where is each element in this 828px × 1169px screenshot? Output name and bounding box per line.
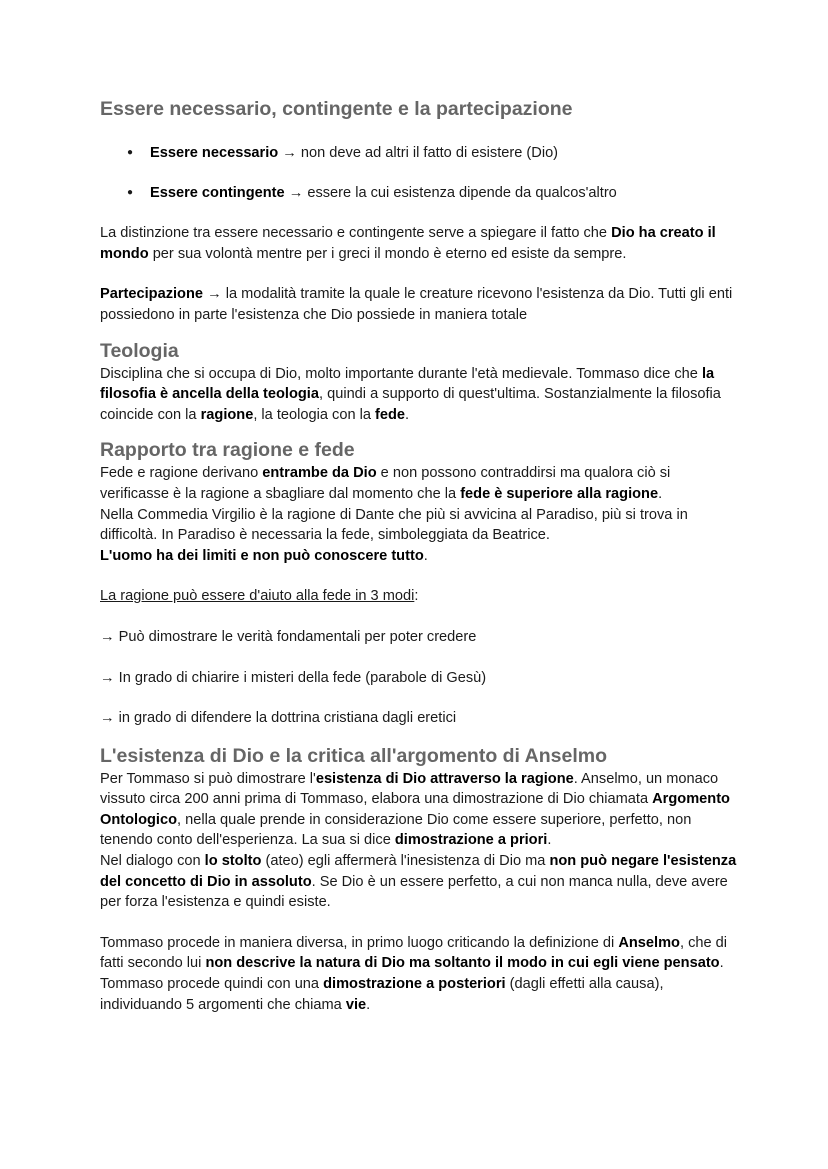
bullet-essere-contingente: ● Essere contingente → essere la cui esistenza dipende da qualcos'altro [100,183,740,204]
heading-teologia: Teologia [100,339,179,362]
modo-item-1: → Può dimostrare le verità fondamentali per poter credere [100,628,477,645]
paragraph-stolto: Nel dialogo con lo stolto (ateo) egli affermerà l'inesistenza di Dio ma non può negare l'esistenza del concetto di Dio in assoluto. Se Dio è un essere perfetto, a cui non manca nulla, deve avere per forza l'esistenza e quindi esiste. [100,853,737,911]
paragraph-anselmo: Per Tommaso si può dimostrare l'esistenza di Dio attraverso la ragione. Anselmo, un monaco vissuto circa 200 anni prima di Tommaso, elabora una dimostrazione di Dio chiamata Argomento Ontologico, nella quale prende in considerazione Dio come essere superiore, perfetto, non tenendo conto dell'esperienza. La sua si dice dimostrazione a priori. [100,770,730,849]
paragraph-tommaso: Tommaso procede in maniera diversa, in primo luogo criticando la definizione di Anselmo, che di fatti secondo lui non descrive la natura di Dio ma soltanto il modo in cui egli viene pensato. Tommaso procede quindi con una dimostrazione a posteriori (dagli effetti alla causa), individuando 5 argomenti che chiama vie. [100,934,728,1013]
modo-item-3: → in grado di difendere la dottrina cristiana dagli eretici [100,710,457,727]
modo-item-2: → In grado di chiarire i misteri della fede (parabole di Gesù) [100,669,487,686]
heading-esistenza-dio: L'esistenza di Dio e la critica all'argomento di Anselmo [100,744,608,767]
heading-essere-necessario: Essere necessario, contingente e la partecipazione [100,98,573,120]
document-content [100,96,740,1015]
paragraph-ragione-fede: Fede e ragione derivano entrambe da Dio e non possono contraddirsi ma qualora ciò si verificasse è la ragione a sbagliare dal momento che la fede è superiore alla ragione. [100,465,671,502]
paragraph-limiti: L'uomo ha dei limiti e non può conoscere tutto. [100,547,428,564]
bullet-essere-necessario: ● Essere necessario → non deve ad altri il fatto di esistere (Dio) [100,143,740,164]
paragraph-commedia: Nella Commedia Virgilio è la ragione di Dante che più si avvicina al Paradiso, più si trova in difficoltà. In Paradiso è necessaria la fede, simboleggiata da Beatrice. [100,506,688,544]
bullet-list [100,143,740,203]
underlined-intro: La ragione può essere d'aiuto alla fede in 3 modi: [100,588,419,605]
paragraph-teologia: Disciplina che si occupa di Dio, molto importante durante l'età medievale. Tommaso dice che la filosofia è ancella della teologia, quindi a supporto di quest'ultima. Sostanzialmente la filosofia coincide con la ragione, la teologia con la fede. [100,365,721,423]
heading-ragione-fede: Rapporto tra ragione e fede [100,439,355,462]
paragraph-partecipazione: Partecipazione → la modalità tramite la quale le creature ricevono l'esistenza da Dio. Tutti gli enti possiedono in parte l'esistenza che Dio possiede in maniera totale [100,286,733,323]
paragraph-distinzione: La distinzione tra essere necessario e contingente serve a spiegare il fatto che Dio ha creato il mondo per sua volontà mentre per i greci il mondo è eterno ed esiste da sempre. [100,225,716,262]
